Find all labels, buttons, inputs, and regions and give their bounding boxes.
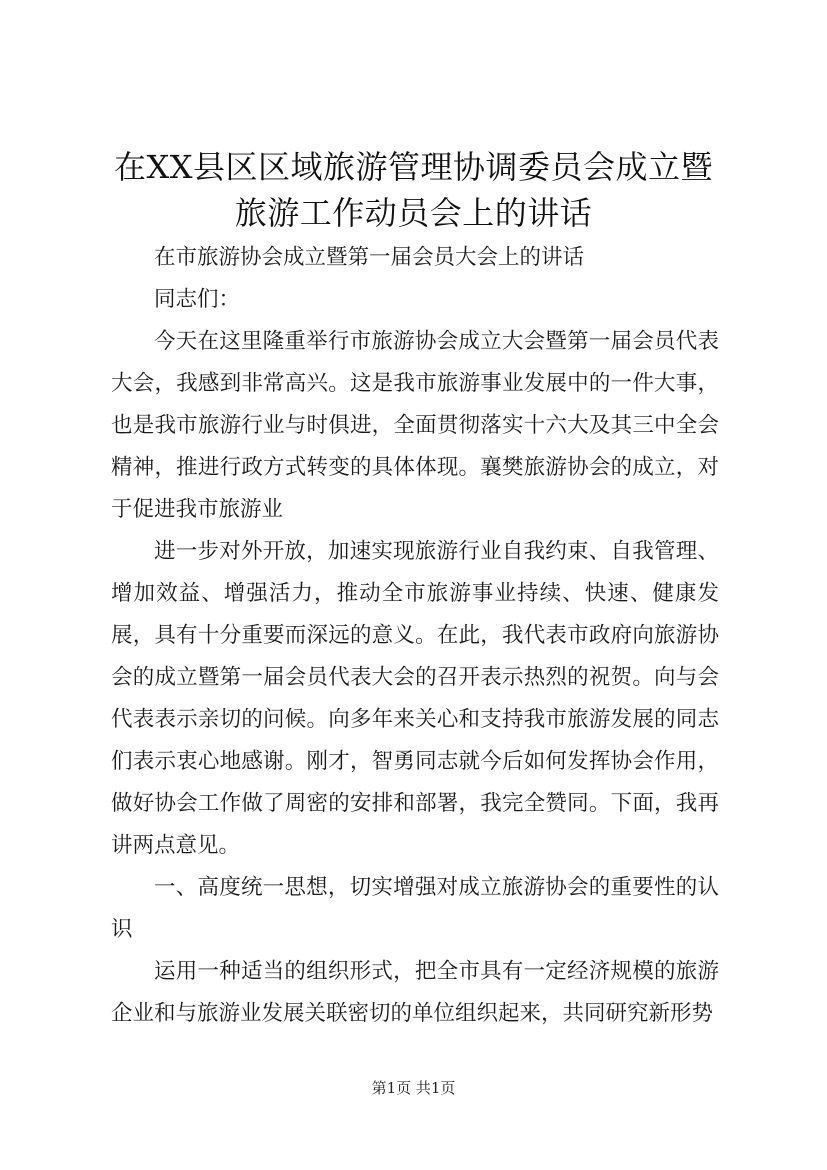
document-body: [111, 237, 719, 1035]
page-number-label: 第1页 共1页: [371, 1079, 456, 1097]
body-paragraph: 进一步对外开放，加速实现旅游行业自我约束、自我管理、增加效益、增强活力，推动全市旅游事业持续、快速、健康发展，具有十分重要而深远的意义。在此，我代表市政府向旅游协会的成立暨第一届会员代表大会的召开表示热烈的祝贺。向与会代表表示亲切的问候。向多年来关心和支持我市旅游发展的同志们表示衷心地感谢。刚才，智勇同志就今后如何发挥协会作用，做好协会工作做了周密的安排和部署，我完全赞同。下面，我再讲两点意见。: [111, 539, 719, 858]
salutation-paragraph: 同志们：: [154, 287, 241, 312]
body-paragraph: 今天在这里隆重举行市旅游协会成立大会暨第一届会员代表大会，我感到非常高兴。这是我市旅游事业发展中的一件大事，也是我市旅游行业与时俱进，全面贯彻落实十六大及其三中全会精神，推进行政方式转变的具体体现。襄樊旅游协会的成立，对于促进我市旅游业: [111, 329, 719, 522]
section-heading: 一、高度统一思想，切实增强对成立旅游协会的重要性的认识: [111, 875, 719, 942]
page-footer: [0, 1078, 827, 1098]
subtitle-paragraph: 在市旅游协会成立暨第一届会员大会上的讲话: [154, 245, 585, 270]
body-paragraph: 运用一种适当的组织形式，把全市具有一定经济规模的旅游企业和与旅游业发展关联密切的单位组织起来，共同研究新形势: [111, 959, 719, 1026]
document-title: 在XX县区区域旅游管理协调委员会成立暨旅游工作动员会上的讲话: [113, 148, 714, 232]
